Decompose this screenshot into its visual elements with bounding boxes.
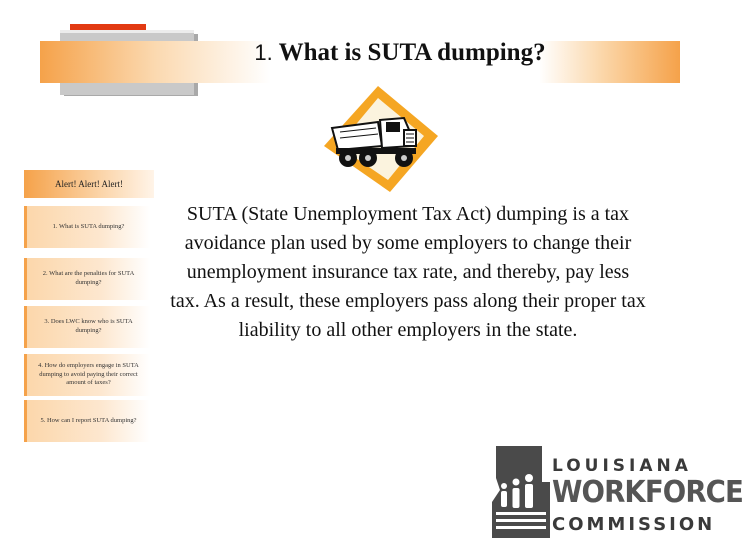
sidebar-item-what-is-suta[interactable] [24,206,150,248]
sidebar-item-label: 4. How do employers engage in SUTA dumping to avoid paying their correct amount of taxes? [38,361,139,387]
sidebar-item-lwc-know[interactable] [24,306,150,348]
sidebar-item-how-engage[interactable] [24,354,150,396]
logo-line-commission: COMMISSION [552,514,716,535]
sidebar-item-label: 2. What are the penalties for SUTA dumping? [42,270,135,286]
logo-line-workforce: WORKFORCE [552,475,743,510]
body-text: SUTA (State Unemployment Tax Act) dumping is a tax avoidance plan used by some employers to change their unemployment insurance tax rate, and thereby, pay less tax. As a result, these employers pass along their proper tax liability to all other employers in the state. [170,203,646,341]
sidebar-item-penalties[interactable] [24,258,150,300]
page-title-number: 1. [254,40,273,65]
dump-truck-icon [320,84,440,194]
sidebar-heading: Alert! Alert! Alert! [24,170,154,198]
sidebar-item-report[interactable] [24,400,150,442]
sidebar-item-label: 3. Does LWC know who is SUTA dumping? [44,318,133,334]
sidebar-item-label: 5. How can I report SUTA dumping? [40,416,137,424]
page-title-text: What is SUTA dumping? [278,39,546,66]
page-title [200,36,600,70]
logo-line-louisiana: LOUISIANA [552,456,692,476]
sidebar-item-label: 1. What is SUTA dumping? [52,222,125,230]
